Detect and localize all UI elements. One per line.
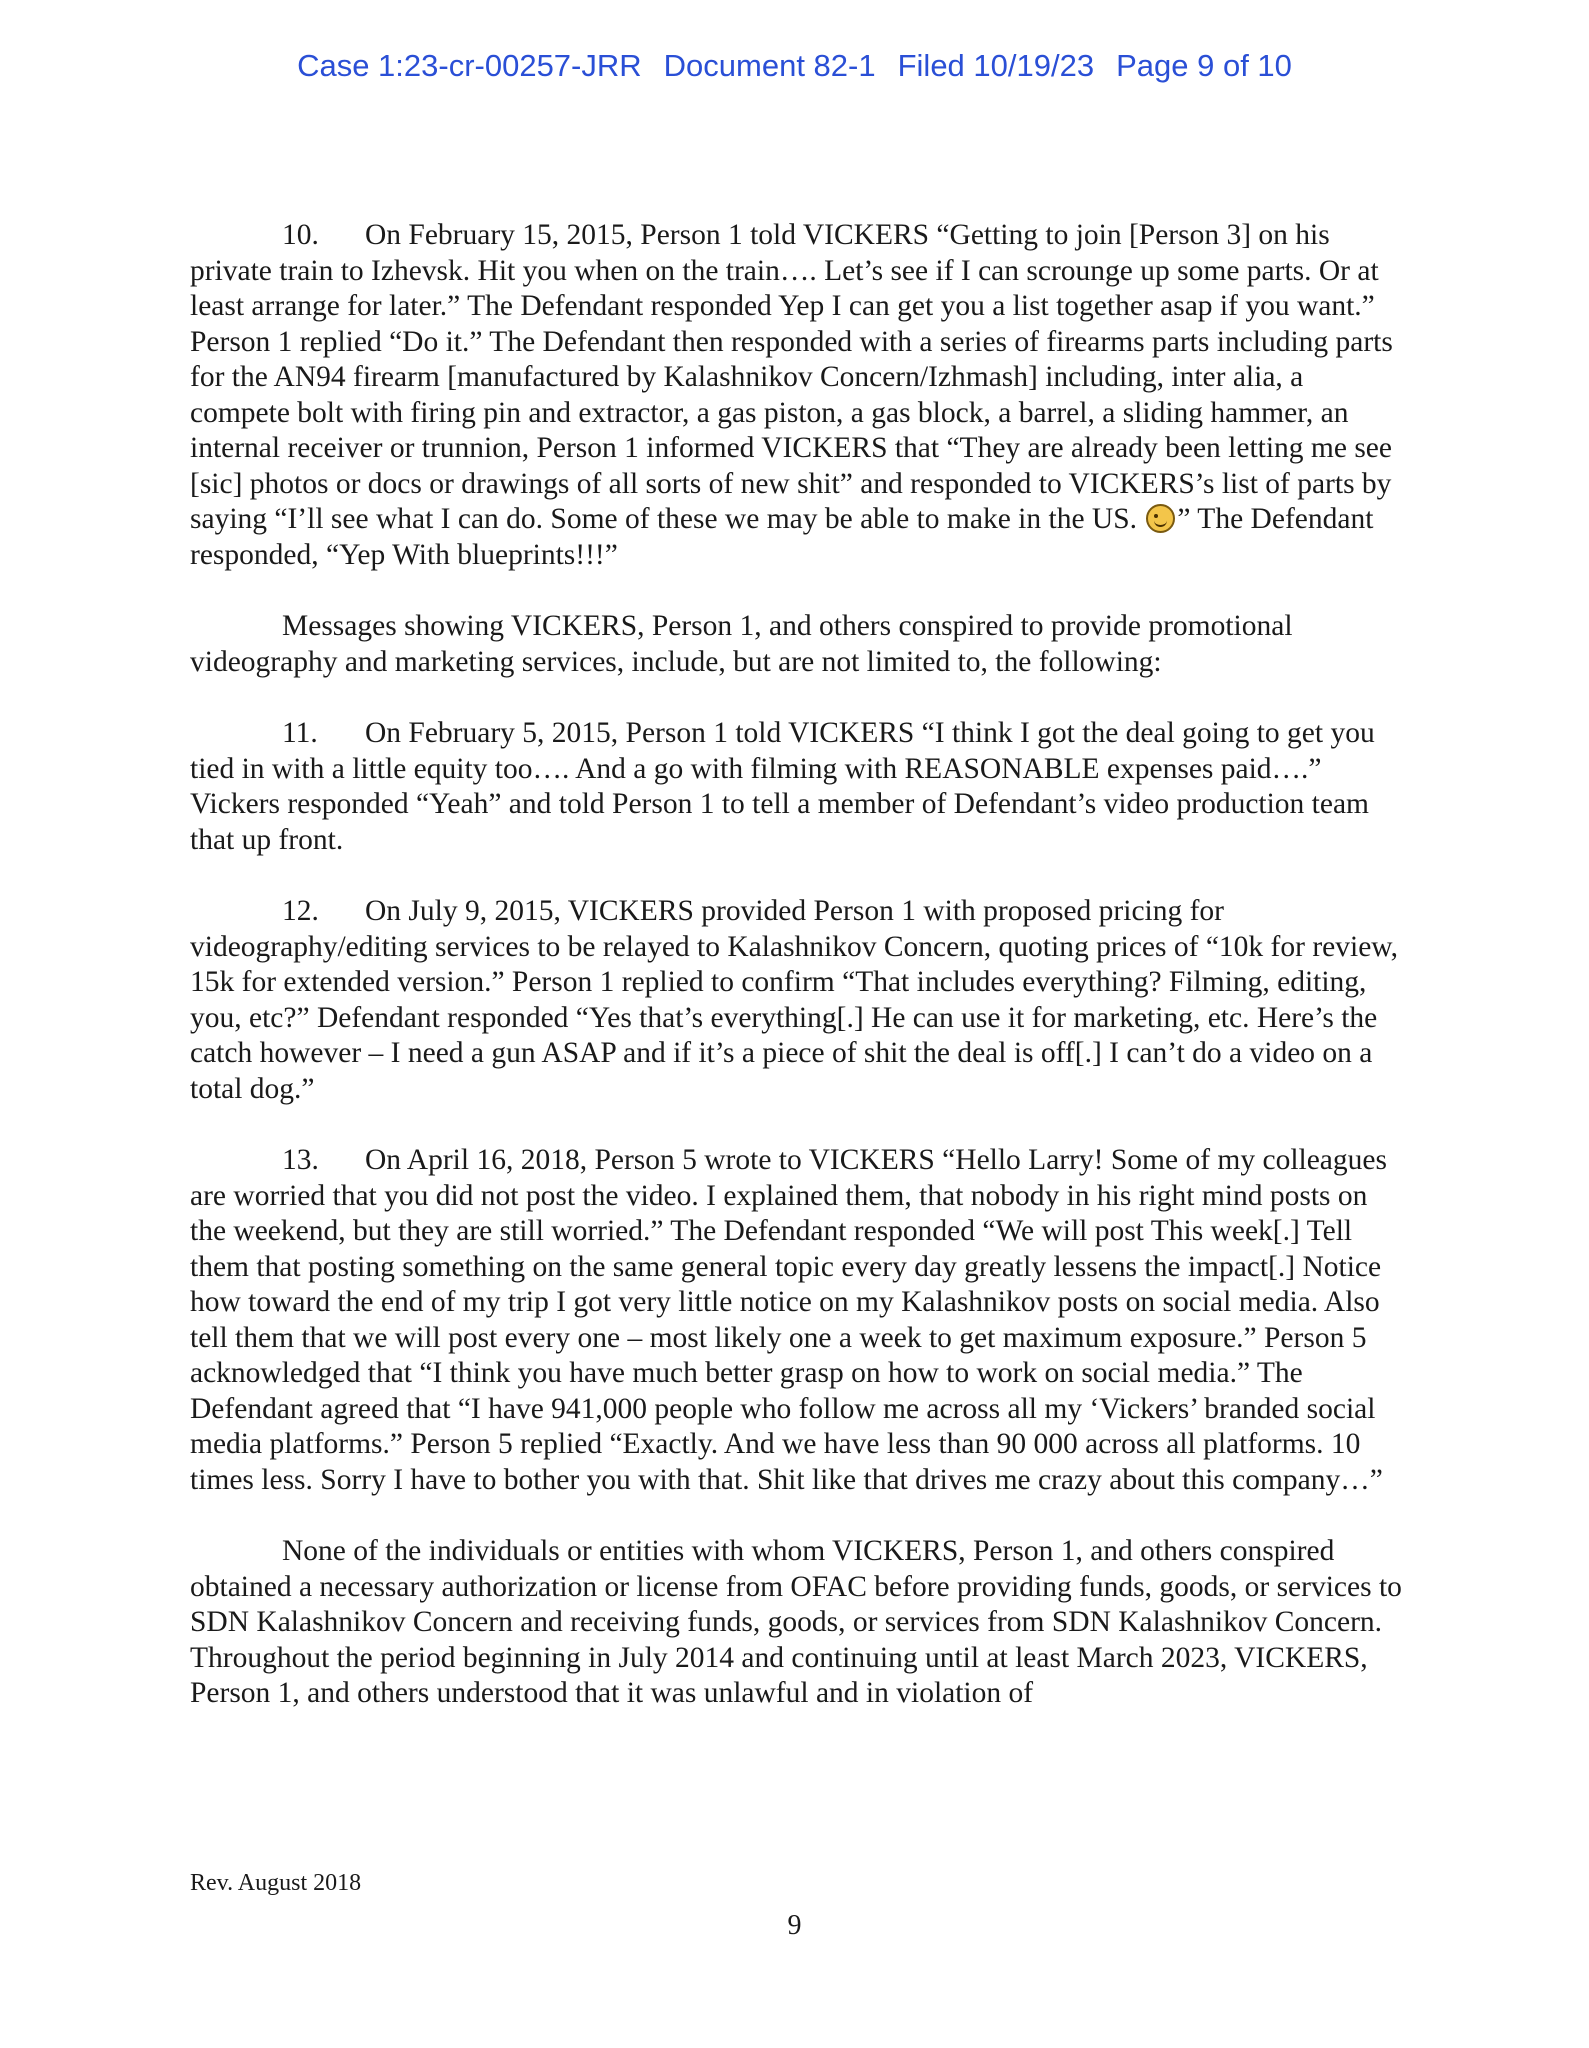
paragraph-text: On July 9, 2015, VICKERS provided Person 1 with proposed pricing for videography/editing services to be relayed to Kalashnikov Concern, quoting prices of “10k for review, 15k for extended version.” Person 1 replied to confirm “That includes everything? Filming, editing, you, etc?” Defendant responded “Yes that’s everything[.] He can use it for marketing, etc. Here’s the catch however – I need a gun ASAP and if it’s a piece of shit the deal is off[.] I can’t do a video on a total dog.”: [190, 895, 1399, 1105]
document-body: [190, 218, 1405, 1748]
paragraph-number: 11.: [282, 717, 318, 749]
page-of-total: Page 9 of 10: [1116, 48, 1292, 83]
paragraph-12: [190, 894, 1405, 1107]
paragraph-10: [190, 218, 1405, 573]
paragraph-11: [190, 716, 1405, 858]
revision-note: Rev. August 2018: [190, 1870, 362, 1896]
case-header: [0, 48, 1589, 84]
filed-date: Filed 10/19/23: [897, 48, 1095, 83]
paragraph-number: 13.: [282, 1144, 319, 1176]
paragraph-13: [190, 1143, 1405, 1498]
closing-paragraph: None of the individuals or entities with whom VICKERS, Person 1, and others conspired obtained a necessary authorization or license from OFAC before providing funds, goods, or services to SDN Kalashnikov Concern and receiving funds, goods, or services from SDN Kalashnikov Concern. Throughout the period beginning in July 2014 and continuing until at least March 2023, VICKERS, Person 1, and others understood that it was unlawful and in violation of: [190, 1535, 1402, 1709]
paragraph-text-continued: ” The Defendant responded, “Yep With blueprints!!!”: [190, 503, 1374, 571]
paragraph-number: 12.: [282, 895, 319, 927]
winking-face-icon: [1146, 504, 1175, 533]
paragraph-text: On February 5, 2015, Person 1 told VICKERS “I think I got the deal going to get you tied in with a little equity too…. And a go with filming with REASONABLE expenses paid….” Vickers responded “Yeah” and told Person 1 to tell a member of Defendant’s video production team that up front.: [190, 717, 1375, 856]
paragraph-number: 10.: [282, 219, 319, 251]
document-number: Document 82-1: [663, 48, 876, 83]
page-number: 9: [787, 1910, 802, 1941]
case-number: Case 1:23-cr-00257-JRR: [297, 48, 642, 83]
paragraph-text: On February 15, 2015, Person 1 told VICKERS “Getting to join [Person 3] on his private train to Izhevsk. Hit you when on the train…. Let’s see if I can scrounge up some parts. Or at least arrange for later.” The Defendant responded Yep I can get you a list together asap if you want.” Person 1 replied “Do it.” The Defendant then responded with a series of firearms parts including parts for the AN94 firearm [manufactured by Kalashnikov Concern/Izhmash] including, inter alia, a compete bolt with firing pin and extractor, a gas piston, a gas block, a barrel, a sliding hammer, an internal receiver or trunnion, Person 1 informed VICKERS that “They are already been letting me see [sic] photos or docs or drawings of all sorts of new shit” and responded to VICKERS’s list of parts by saying “I’ll see what I can do. Some of these we may be able to make in the US.: [190, 219, 1393, 535]
intro-paragraph: Messages showing VICKERS, Person 1, and others conspired to provide promotional videography and marketing services, include, but are not limited to, the following:: [190, 610, 1293, 678]
paragraph-text: On April 16, 2018, Person 5 wrote to VICKERS “Hello Larry! Some of my colleagues are worried that you did not post the video. I explained them, that nobody in his right mind posts on the weekend, but they are still worried.” The Defendant responded “We will post This week[.] Tell them that posting something on the same general topic every day greatly lessens the impact[.] Notice how toward the end of my trip I got very little notice on my Kalashnikov posts on social media. Also tell them that we will post every one – most likely one a week to get maximum exposure.” Person 5 acknowledged that “I think you have much better grasp on how to work on social media.” The Defendant agreed that “I have 941,000 people who follow me across all my ‘Vickers’ branded social media platforms.” Person 5 replied “Exactly. And we have less than 90 000 across all platforms. 10 times less. Sorry I have to bother you with that. Shit like that drives me crazy about this company…”: [190, 1144, 1387, 1496]
